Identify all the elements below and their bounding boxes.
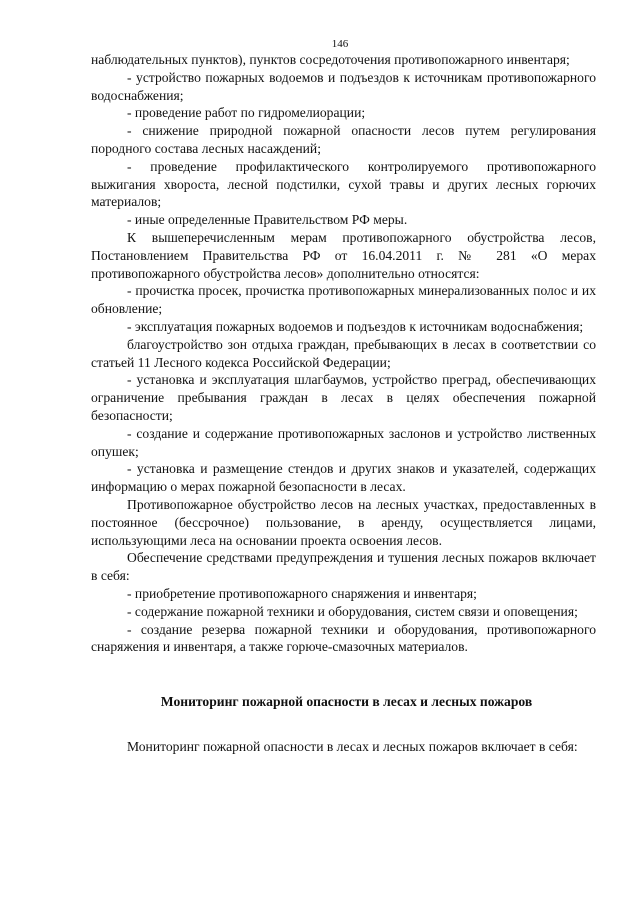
- paragraph: наблюдательных пунктов), пунктов сосредоточения противопожарного инвентаря;: [91, 52, 570, 67]
- document-body: [91, 51, 596, 756]
- list-item: - прочистка просек, прочистка противопожарных минерализованных полос и их обновление;: [91, 283, 596, 317]
- list-item: - установка и размещение стендов и других знаков и указателей, содержащих информацию о мерах пожарной безопасности в лесах.: [91, 461, 596, 495]
- paragraph: Обеспечение средствами предупреждения и тушения лесных пожаров включает в себя:: [91, 550, 596, 584]
- list-item: - содержание пожарной техники и оборудования, систем связи и оповещения;: [127, 603, 578, 619]
- list-item: - снижение природной пожарной опасности лесов путем регулирования породного состава лесных насаждений;: [91, 123, 596, 156]
- list-item: благоустройство зон отдыха граждан, пребывающих в лесах в соответствии со статьей 11 Лесного кодекса Российской Федерации;: [91, 336, 596, 370]
- list-item: - приобретение противопожарного снаряжения и инвентаря;: [127, 585, 477, 601]
- list-item: - эксплуатация пожарных водоемов и подъездов к источникам водоснабжения;: [127, 318, 584, 334]
- list-item: - иные определенные Правительством РФ меры.: [127, 212, 408, 228]
- list-item: - создание и содержание противопожарных заслонов и устройство лиственных опушек;: [91, 425, 596, 459]
- section-heading: Мониторинг пожарной опасности в лесах и лесных пожаров: [160, 694, 533, 710]
- list-item: - проведение профилактического контролируемого противопожарного выжигания хвороста, лесной подстилки, сухой травы и других лесных горючих материалов;: [91, 158, 596, 210]
- page-number: 146: [331, 38, 349, 50]
- paragraph: К вышеперечисленным мерам противопожарного обустройства лесов, Постановлением Правительства РФ от 16.04.2011 г. № 281 «О мерах противопожарного обустройства лесов» дополнительно относятся:: [91, 229, 596, 281]
- list-item: - проведение работ по гидромелиорации;: [127, 105, 366, 121]
- paragraph: Противопожарное обустройство лесов на лесных участках, предоставленных в постоянное (бессрочное) пользование, в аренду, осуществляется лицами, использующими леса на основании проекта освоения лесов.: [91, 496, 596, 548]
- list-item: - установка и эксплуатация шлагбаумов, устройство преград, обеспечивающих ограничение пребывания граждан в лесах в целях обеспечения пожарной безопасности;: [91, 372, 596, 423]
- paragraph: Мониторинг пожарной опасности в лесах и лесных пожаров включает в себя:: [127, 738, 578, 754]
- list-item: - создание резерва пожарной техники и оборудования, противопожарного снаряжения и инвентаря, а также горюче-смазочных материалов.: [91, 621, 596, 655]
- list-item: - устройство пожарных водоемов и подъездов к источникам противопожарного водоснабжения;: [91, 69, 596, 103]
